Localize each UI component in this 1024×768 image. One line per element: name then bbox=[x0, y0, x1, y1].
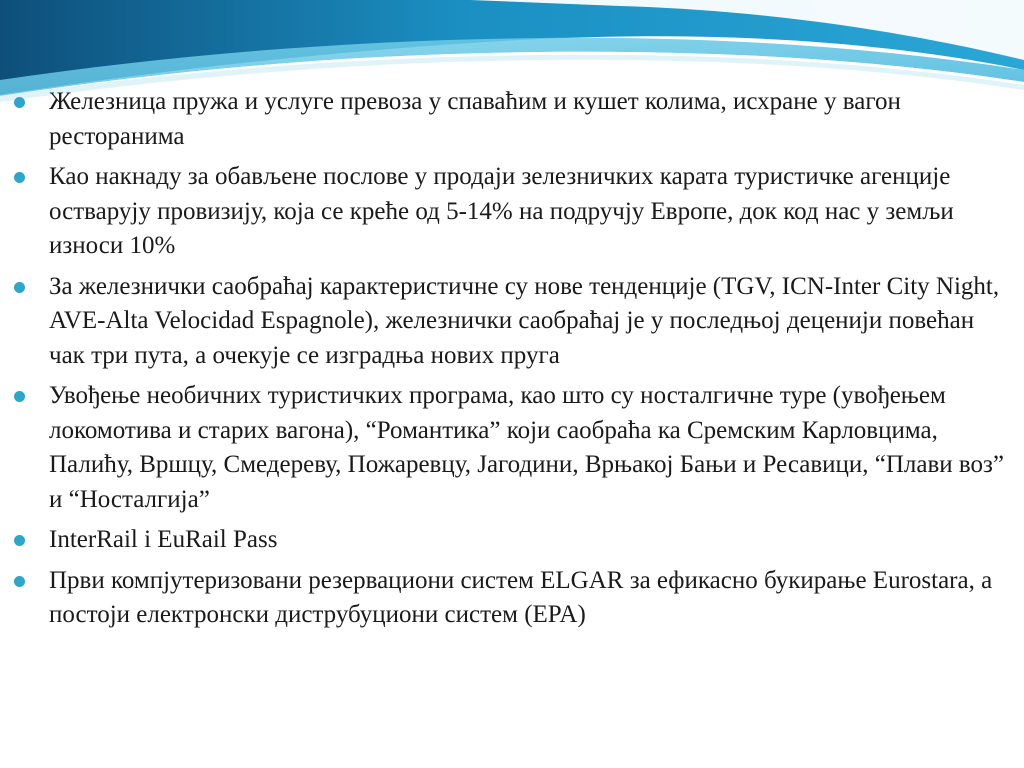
list-item bbox=[14, 160, 1006, 264]
bullet-dot-icon bbox=[14, 391, 25, 402]
bullet-list bbox=[14, 85, 1006, 639]
bullet-dot-icon bbox=[14, 576, 25, 587]
bullet-dot-icon bbox=[14, 172, 25, 183]
bullet-dot-icon bbox=[14, 97, 25, 108]
bullet-text: Као накнаду за обављене послове у продаји зелезничких карата туристичке агенције остварују провизију, која се креће од 5-14% на подручју Европе, док код нас у земљи износи 10% bbox=[49, 163, 954, 259]
list-item bbox=[14, 564, 1006, 633]
bullet-text: Први компјутеризовани резервациони систем ELGAR за ефикасно букирање Eurostara, а постоји електронски диструбуциони систем (EPA) bbox=[49, 566, 993, 628]
bullet-dot-icon bbox=[14, 535, 25, 546]
bullet-text: InterRail i EuRail Pass bbox=[49, 526, 278, 553]
bullet-text: За железнички саобраћај карактеристичне су нове тенденције (TGV, ICN-Inter City Night, AVE-Alta Velocidad Espagnole), железнички саобраћај је у последњој деценији повећан чак три пута, а очекује се изградња нових пруга bbox=[49, 272, 1000, 369]
bullet-dot-icon bbox=[14, 282, 25, 293]
bullet-text: Увођење необичних туристичких програма, као што су носталгичне туре (увођењем локомотива и старих вагона), “Романтика” који саобраћа ка Сремским Карловцима, Палићу, Вршцу, Смедереву, Пожаревцу, Јагодини, Врњакој Бањи и Ресавици, “Плави воз” и “Носталгија” bbox=[49, 382, 1005, 513]
list-item bbox=[14, 85, 1006, 154]
list-item bbox=[14, 270, 1006, 374]
list-item bbox=[14, 379, 1006, 517]
list-item bbox=[14, 523, 1006, 558]
bullet-text: Железница пружа и услуге превоза у спаваћим и кушет колима, исхране у вагон ресторанима bbox=[49, 88, 901, 150]
